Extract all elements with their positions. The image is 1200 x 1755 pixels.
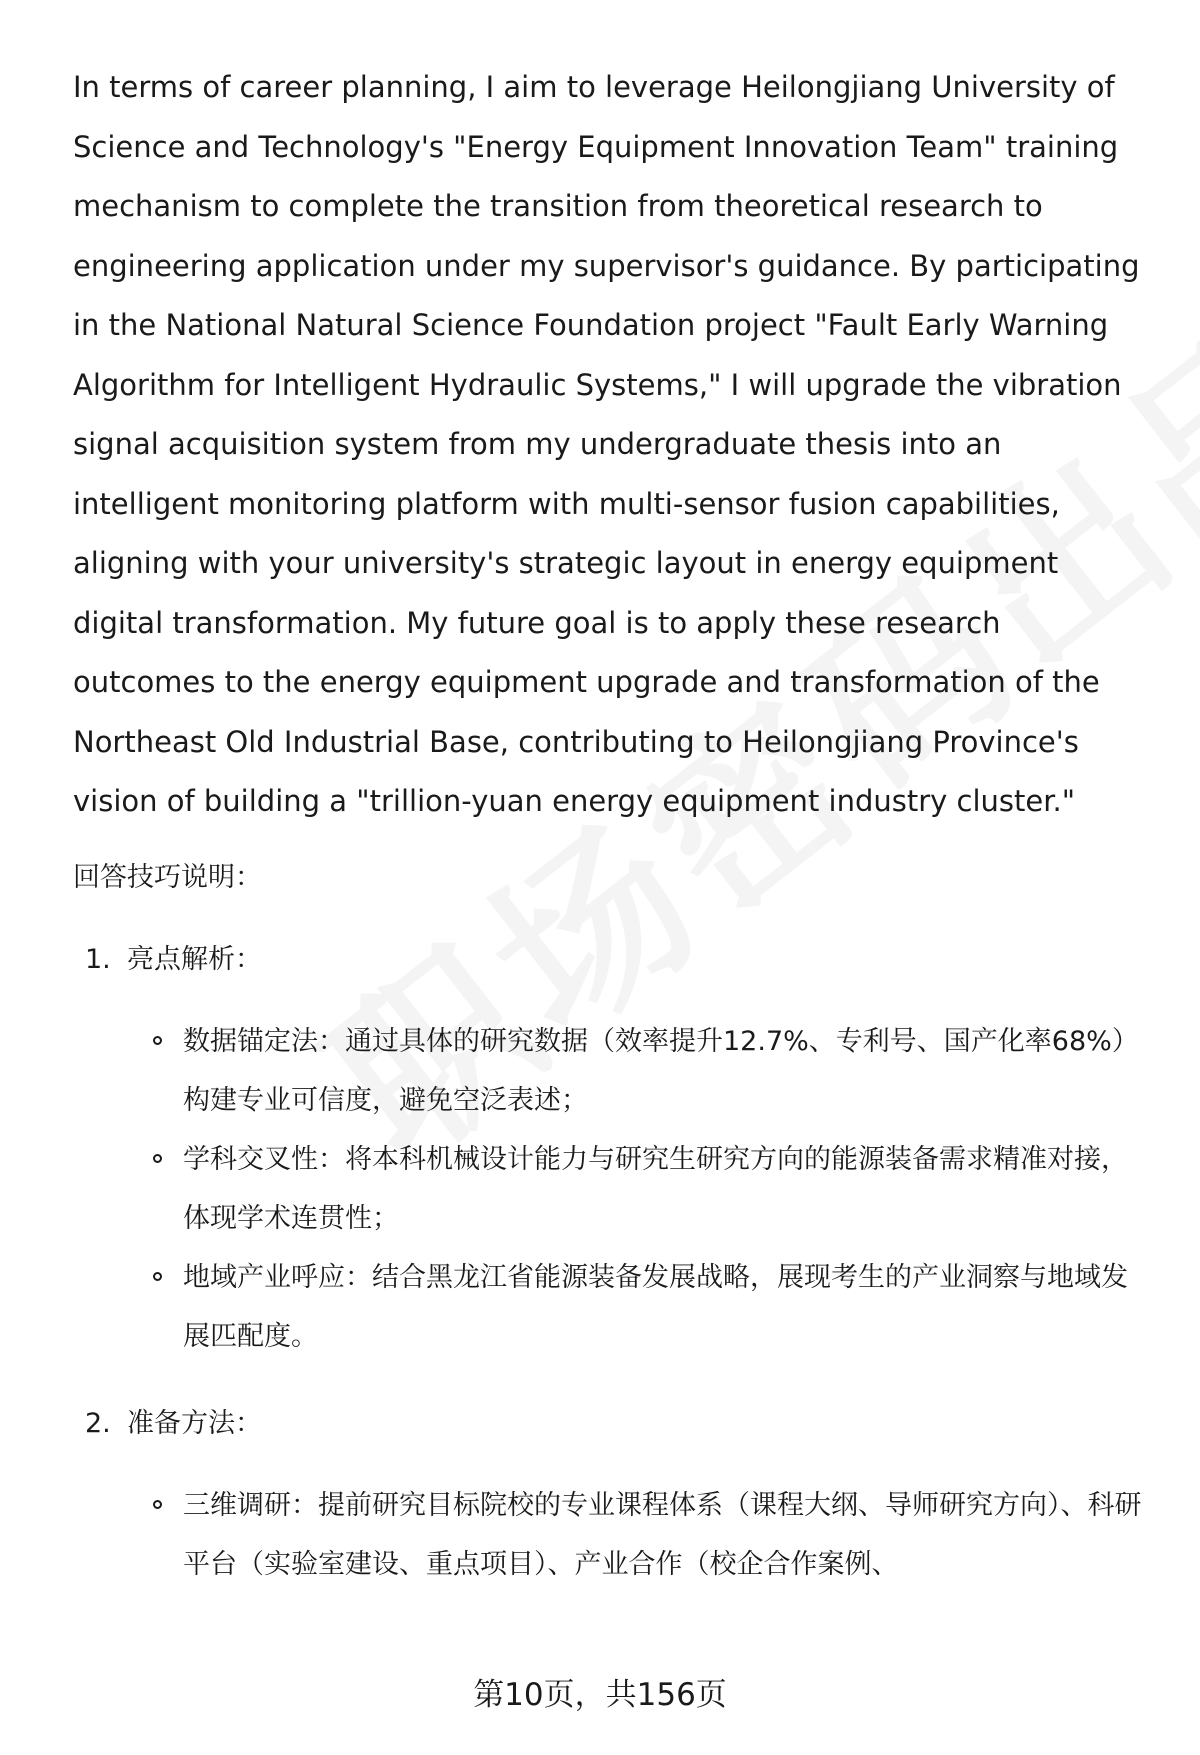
bullet-list	[73, 1012, 1148, 1366]
section-number: 2.	[85, 1407, 111, 1439]
bullet-list	[73, 1476, 1148, 1594]
section-number: 1.	[85, 943, 111, 975]
section-heading	[73, 940, 1148, 980]
career-plan-paragraph: In terms of career planning, I aim to leverage Heilongjiang University of Science and Technology's "Energy Equipment Innovation Team" training mechanism to complete the transition from theoretical research to engineering application under my supervisor's guidance. By participating in the National Natural Science Foundation project "Fault Early Warning Algorithm for Intelligent Hydraulic Systems," I will upgrade the vibration signal acquisition system from my undergraduate thesis into an intelligent monitoring platform with multi-sensor fusion capabilities, aligning with your university's strategic layout in energy equipment digital transformation. My future goal is to apply these research outcomes to the energy equipment upgrade and transformation of the Northeast Old Industrial Base, contributing to Heilongjiang Province's vision of building a "trillion-yuan energy equipment industry cluster."	[73, 70, 1140, 818]
section-title: 亮点解析：	[127, 943, 262, 975]
hollow-circle-bullet-icon	[153, 1500, 162, 1509]
list-item	[73, 1476, 1148, 1594]
section-preparation	[73, 1404, 1148, 1594]
list-item-text: 地域产业呼应：结合黑龙江省能源装备发展战略，展现考生的产业洞察与地域发展匹配度。	[183, 1261, 1128, 1352]
page-number-footer: 第10页，共156页	[473, 1677, 727, 1713]
list-item	[73, 1248, 1148, 1366]
list-item	[73, 1130, 1148, 1248]
list-item-text: 学科交叉性：将本科机械设计能力与研究生研究方向的能源装备需求精准对接，体现学术连贯性；	[183, 1143, 1128, 1234]
list-item-text: 三维调研：提前研究目标院校的专业课程体系（课程大纲、导师研究方向）、科研平台（实验室建设、重点项目）、产业合作（校企合作案例、	[183, 1489, 1142, 1580]
section-heading	[73, 1404, 1148, 1444]
hollow-circle-bullet-icon	[153, 1154, 162, 1163]
section-highlights	[73, 940, 1148, 1366]
document-body	[73, 58, 1148, 1594]
hollow-circle-bullet-icon	[153, 1036, 162, 1045]
section-title: 准备方法：	[127, 1407, 262, 1439]
tips-title: 回答技巧说明：	[73, 861, 262, 893]
list-item-text: 数据锚定法：通过具体的研究数据（效率提升12.7%、专利号、国产化率68%）构建专业可信度，避免空泛表述；	[183, 1025, 1139, 1116]
hollow-circle-bullet-icon	[153, 1272, 162, 1281]
list-item	[73, 1012, 1148, 1130]
